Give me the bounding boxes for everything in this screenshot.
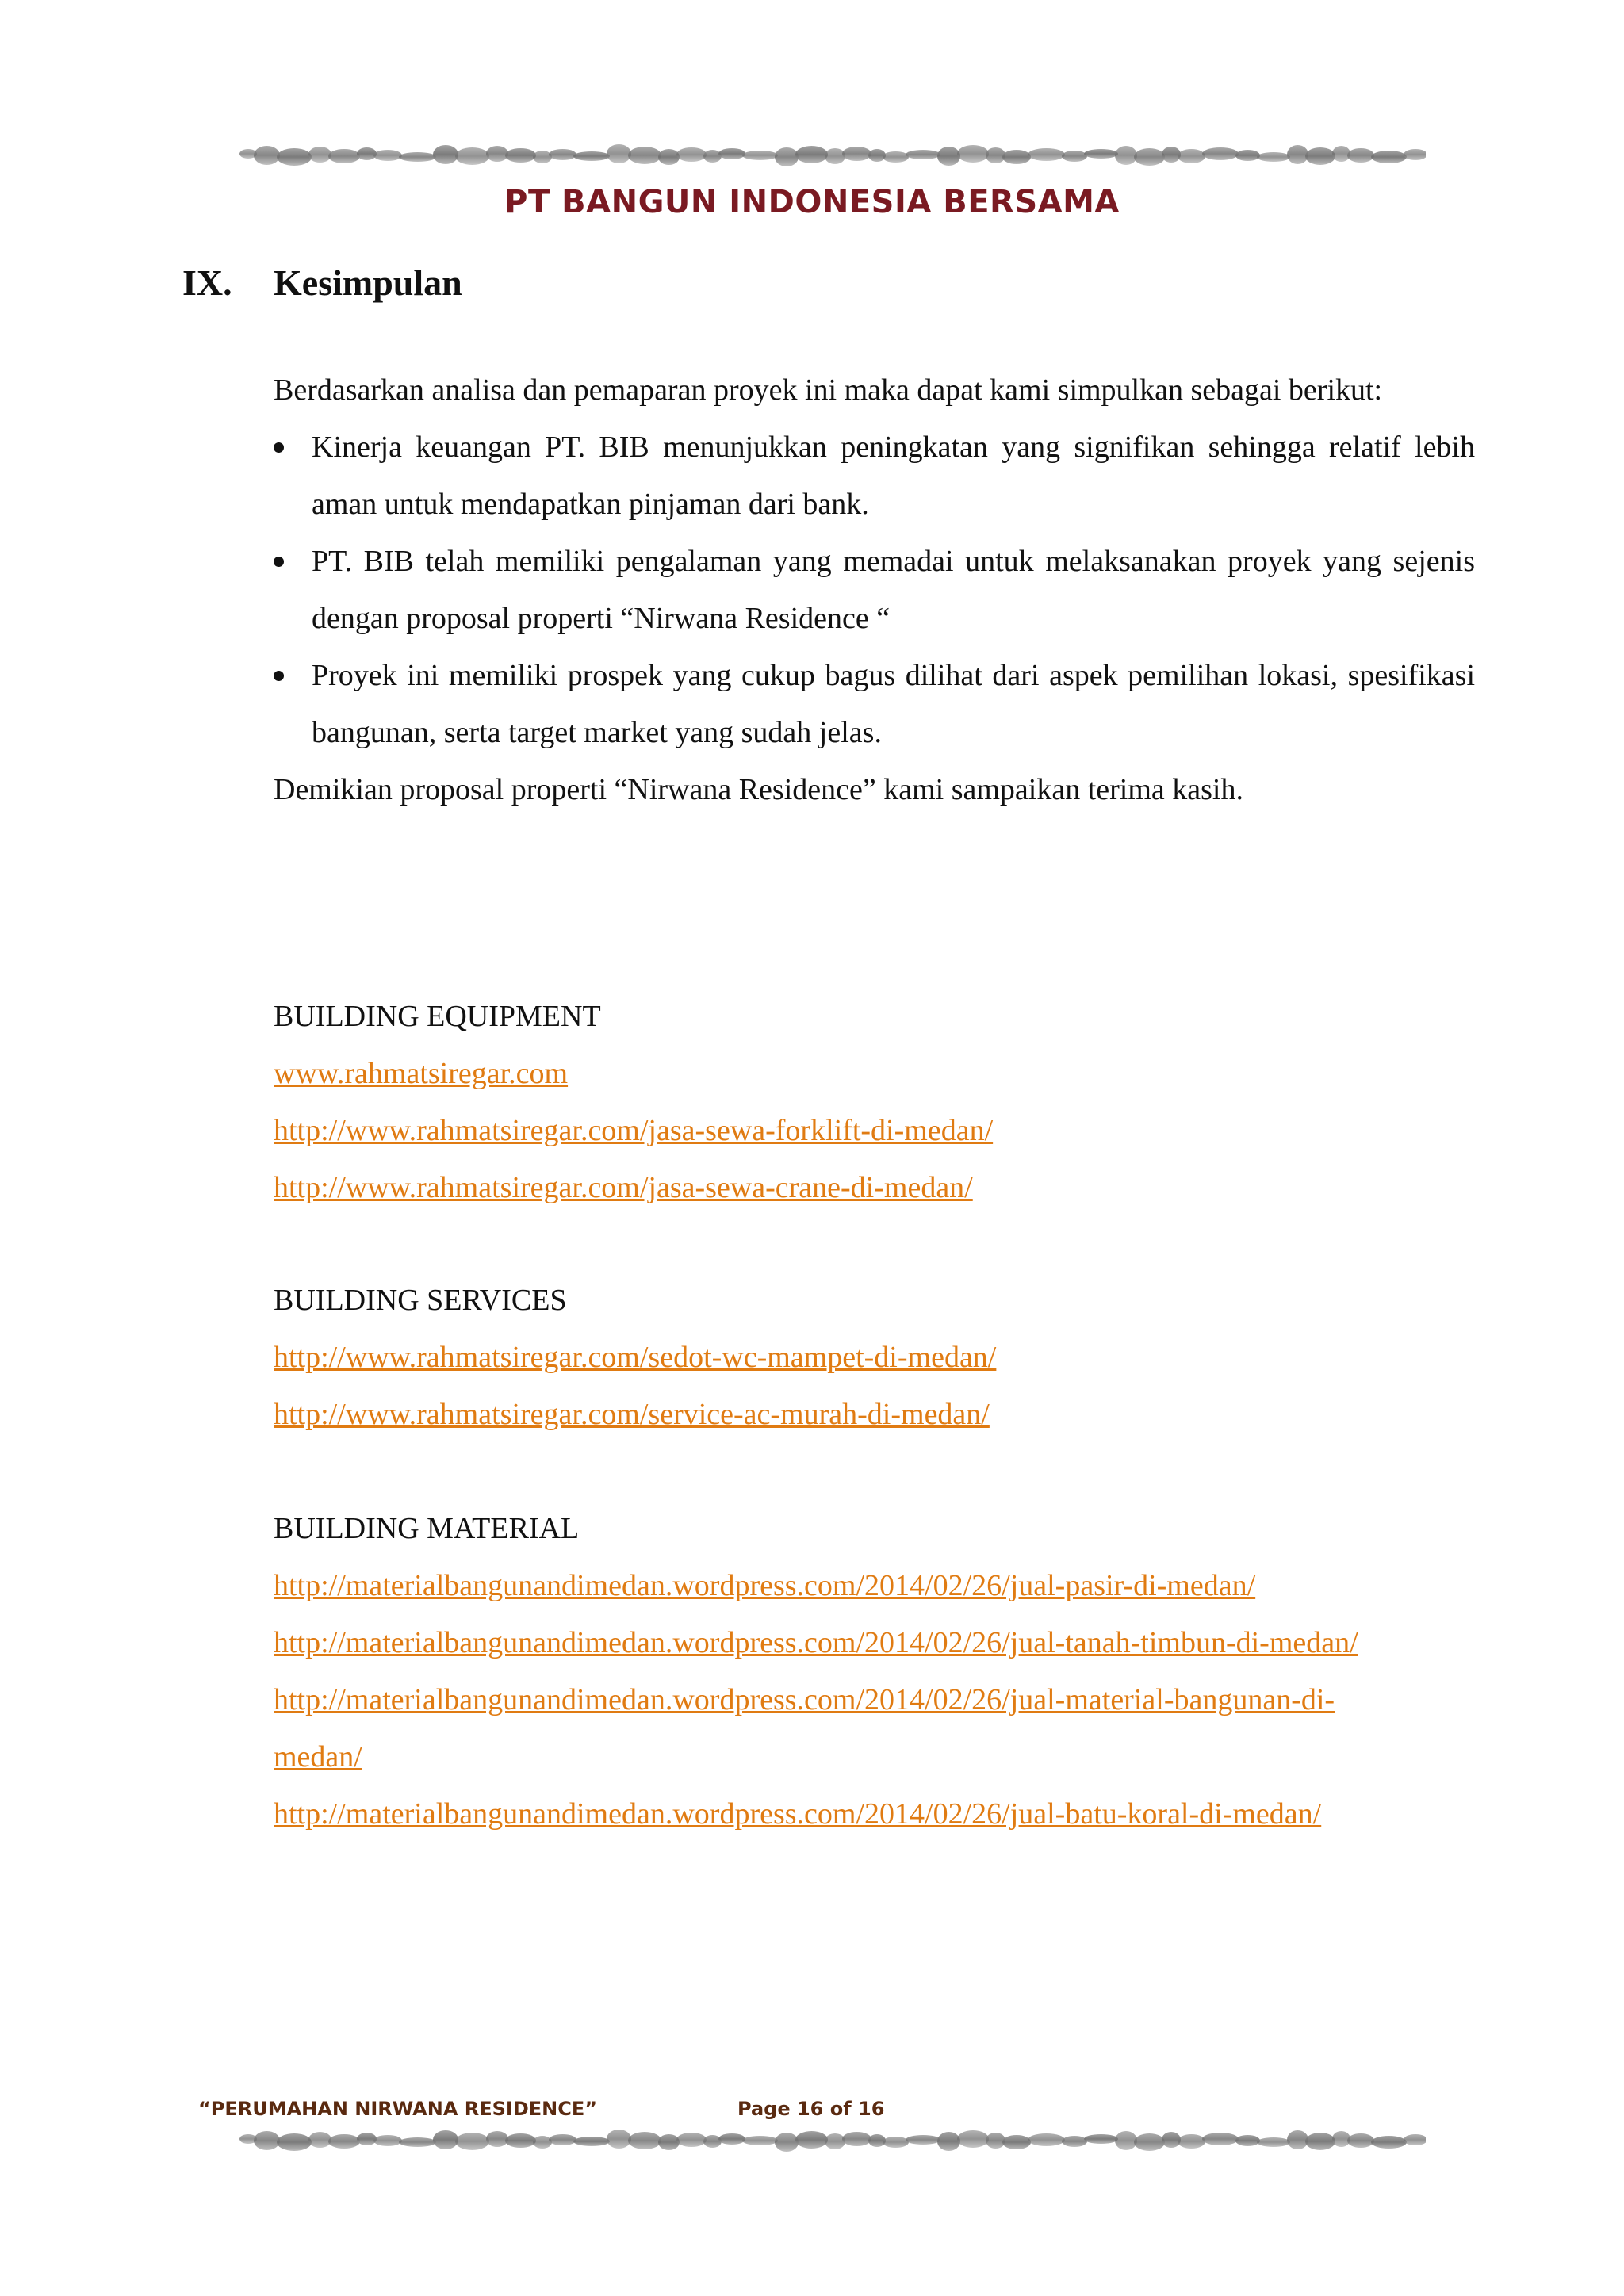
pebble-shape [1028,148,1065,161]
link-jual-pasir[interactable]: http://materialbangunandimedan.wordpress.com/2014/02/26/jual-pasir-di-medan/ [274,1569,1256,1602]
pebble-shape [533,2136,552,2149]
list-item [274,419,1475,533]
pebble-shape [718,148,745,159]
link-jual-batu-koral[interactable]: http://materialbangunandimedan.wordpress.com/2014/02/26/jual-batu-koral-di-medan/ [274,1797,1322,1831]
pebble-shape [373,2135,402,2146]
pebble-shape [1371,151,1407,163]
pebble-shape [775,147,799,166]
pebble-shape [607,2130,631,2149]
pebble-shape [1062,151,1087,162]
pebble-shape [842,2132,871,2146]
pebble-shape [906,2135,940,2145]
pebble-shape [1002,150,1031,164]
pebble-shape [703,2135,722,2148]
pebble-shape [1134,2133,1165,2151]
pebble-shape [676,147,707,162]
link-rahmatsiregar-home[interactable]: www.rahmatsiregar.com [274,1057,569,1090]
pebble-shape [549,149,576,160]
pebble-shape [399,2137,436,2147]
pebble-shape [357,147,377,160]
pebble-shape [357,2133,377,2145]
pebble-shape [399,152,436,162]
pebble-shape [825,148,845,164]
pebble-shape [1347,148,1374,163]
pebble-shape [1115,146,1137,165]
pebble-shape [433,2130,458,2149]
pebble-shape [986,2133,1005,2149]
pebble-shape [1084,2134,1118,2144]
list-item-text: Proyek ini memiliki prospek yang cukup bagus dilihat dari aspek pemilihan lokasi, spesifikasi bangunan, serta target market yang sudah jelas. [312,659,1475,749]
link-jual-tanah-timbun[interactable]: http://materialbangunandimedan.wordpress.com/2014/02/26/jual-tanah-timbun-di-medan/ [274,1626,1358,1659]
pebble-shape [549,2134,576,2145]
link-sedot-wc[interactable]: http://www.rahmatsiregar.com/sedot-wc-mampet-di-medan/ [274,1341,997,1374]
pebble-shape [957,2130,989,2148]
pebble-shape [795,2131,828,2149]
pebble-shape [328,2134,360,2149]
group-heading-material: BUILDING MATERIAL [274,1512,580,1545]
link-sewa-forklift[interactable]: http://www.rahmatsiregar.com/jasa-sewa-forklift-di-medan/ [274,1114,994,1147]
pebble-shape [658,149,680,165]
pebble-shape [328,149,360,163]
pebble-shape [742,2136,778,2145]
closing-paragraph: Demikian proposal properti “Nirwana Residence” kami sampaikan terima kasih. [274,773,1243,806]
group-heading-equipment: BUILDING EQUIPMENT [274,1000,601,1033]
pebble-shape [658,2134,680,2150]
footer-document-title: “PERUMAHAN NIRWANA RESIDENCE” [198,2098,598,2120]
building-equipment-links [274,988,1475,1216]
pebble-shape [937,2132,960,2151]
pebble-shape [1162,147,1181,163]
list-item [274,647,1475,761]
pebble-shape [254,2131,280,2150]
link-jual-material-bangunan-cont[interactable]: medan/ [274,1740,362,1774]
pebble-shape [1028,2133,1065,2146]
bottom-decorative-divider [235,2128,1426,2153]
footer-page-number: Page 16 of 16 [737,2098,885,2120]
pebble-shape [842,147,871,161]
pebble-shape [1235,150,1260,161]
pebble-shape [1178,2134,1205,2149]
intro-paragraph: Berdasarkan analisa dan pemaparan proyek ini maka dapat kami simpulkan sebagai berikut: [274,373,1383,407]
pebble-shape [505,2133,536,2148]
pebble-shape [1134,148,1165,166]
pebble-shape [718,2133,745,2145]
section-number: IX. [182,262,232,303]
bullet-icon [274,671,284,681]
pebble-shape [703,150,722,163]
pebble-shape [1287,2130,1308,2149]
pebble-shape [455,2133,489,2150]
bullet-icon [274,557,284,567]
conclusion-body [274,362,1475,818]
pebble-shape [433,145,458,164]
pebble-shape [486,2131,508,2147]
pebble-shape [1347,2133,1374,2148]
pebble-shape [607,144,631,163]
building-material-links [274,1500,1475,1843]
pebble-shape [1404,149,1426,160]
pebble-shape [1162,2132,1181,2148]
pebble-shape [795,146,828,163]
pebble-shape [505,148,536,163]
company-title: PT BANGUN INDONESIA BERSAMA [504,184,1120,220]
pebble-shape [775,2133,799,2152]
link-service-ac[interactable]: http://www.rahmatsiregar.com/service-ac-murah-di-medan/ [274,1398,990,1431]
pebble-shape [308,2132,331,2148]
pebble-shape [825,2133,845,2149]
link-sewa-crane[interactable]: http://www.rahmatsiregar.com/jasa-sewa-crane-di-medan/ [274,1171,973,1204]
pebble-shape [373,150,402,161]
section-heading [182,262,462,304]
pebble-shape [676,2133,707,2147]
pebble-shape [455,147,489,165]
pebble-shape [1287,145,1308,164]
pebble-border-graphic [235,2128,1426,2153]
pebble-shape [1404,2134,1426,2145]
pebble-shape [957,145,989,163]
pebble-shape [1202,147,1239,160]
pebble-shape [486,146,508,162]
pebble-shape [628,2132,661,2149]
pebble-shape [573,151,610,161]
pebble-shape [1235,2135,1260,2146]
bullet-icon [274,442,284,453]
list-item-text: Kinerja keuangan PT. BIB menunjukkan peningkatan yang signifikan sehingga relatif lebih aman untuk mendapatkan pinjaman dari bank. [312,430,1475,521]
pebble-border-graphic [235,143,1426,168]
link-jual-material-bangunan[interactable]: http://materialbangunandimedan.wordpress.com/2014/02/26/jual-material-bangunan-di- [274,1683,1335,1716]
pebble-shape [1257,152,1290,162]
pebble-shape [308,147,331,163]
pebble-shape [1305,147,1335,165]
pebble-shape [1062,2136,1087,2147]
pebble-shape [937,147,960,166]
pebble-shape [1002,2135,1031,2149]
list-item [274,533,1475,647]
pebble-shape [1305,2133,1335,2150]
pebble-shape [883,151,909,163]
group-heading-services: BUILDING SERVICES [274,1284,567,1317]
pebble-shape [573,2137,610,2146]
pebble-shape [1084,149,1118,159]
pebble-shape [1202,2133,1239,2145]
section-title: Kesimpulan [274,262,462,303]
building-services-links [274,1272,1475,1443]
pebble-shape [883,2137,909,2148]
conclusion-list [274,419,1475,761]
list-item-text: PT. BIB telah memiliki pengalaman yang memadai untuk melaksanakan proyek yang sejenis dengan proposal properti “Nirwana Residence “ [312,545,1475,635]
pebble-shape [277,148,312,166]
pebble-shape [628,147,661,164]
pebble-shape [254,146,280,165]
pebble-shape [986,147,1005,163]
pebble-shape [742,151,778,160]
pebble-shape [1178,149,1205,163]
top-decorative-divider [235,143,1426,168]
pebble-shape [1371,2136,1407,2149]
pebble-shape [1115,2131,1137,2150]
pebble-shape [533,151,552,163]
pebble-shape [1257,2137,1290,2147]
pebble-shape [906,150,940,159]
pebble-shape [277,2133,312,2151]
